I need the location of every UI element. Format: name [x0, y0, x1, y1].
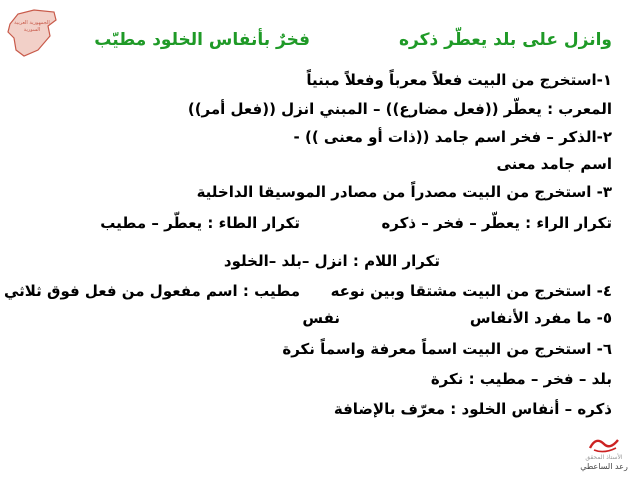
logo-caption-line1: الجمهورية العربية — [14, 20, 50, 26]
answer-4: مطيب : اسم مفعول من فعل فوق ثلاثي — [3, 282, 300, 300]
author-brand — [572, 434, 636, 478]
answer-3-ra: تكرار الراء : يعطّر – فخر – ذكره — [381, 214, 612, 232]
question-5: ٥- ما مفرد الأنفاس — [469, 309, 612, 327]
answer-3-lam: تكرار اللام : انزل –بلد –الخلود — [223, 252, 440, 270]
logo-caption-line2: السورية — [23, 27, 41, 33]
answer-6-definite: ذكره – أنفاس الخلود : معرّف بالإضافة — [333, 400, 612, 418]
brand-name: الأستاذ المحقق — [585, 454, 623, 461]
brand-author: رعد الساعطي — [580, 462, 628, 471]
question-4: ٤- استخرج من البيت مشتقا وبين نوعه — [330, 282, 612, 300]
question-3: ٣- استخرج من البيت مصدراً من مصادر الموسيقا الداخلية — [196, 183, 612, 201]
answer-6-indefinite: بلد – فخر – مطيب : نكرة — [430, 370, 612, 388]
answer-3-ta: تكرار الطاء : يعطّر – مطيب — [100, 214, 300, 232]
answer-2: اسم جامد معنى — [496, 155, 612, 173]
question-1: ١-استخرج من البيت فعلاً معرباً وفعلاً مبنياً — [306, 71, 612, 89]
question-6: ٦- استخرج من البيت اسماً معرفة واسماً نكرة — [282, 340, 612, 358]
answer-1: المعرب : يعطّر ((فعل مضارع)) – المبني انزل ((فعل أمر)) — [187, 100, 612, 118]
syria-map-logo — [4, 6, 60, 62]
question-2: ٢-الذكر – فخر اسم جامد ((ذات أو معنى )) - — [293, 128, 612, 146]
verse-first-hemistich: وانزل على بلد يعطّر ذكره — [398, 30, 612, 50]
answer-5: نفس — [302, 309, 340, 327]
brand-calligraphy-mark — [586, 434, 622, 454]
verse-second-hemistich: فخرٌ بأنفاس الخلود مطيّب — [94, 30, 310, 50]
